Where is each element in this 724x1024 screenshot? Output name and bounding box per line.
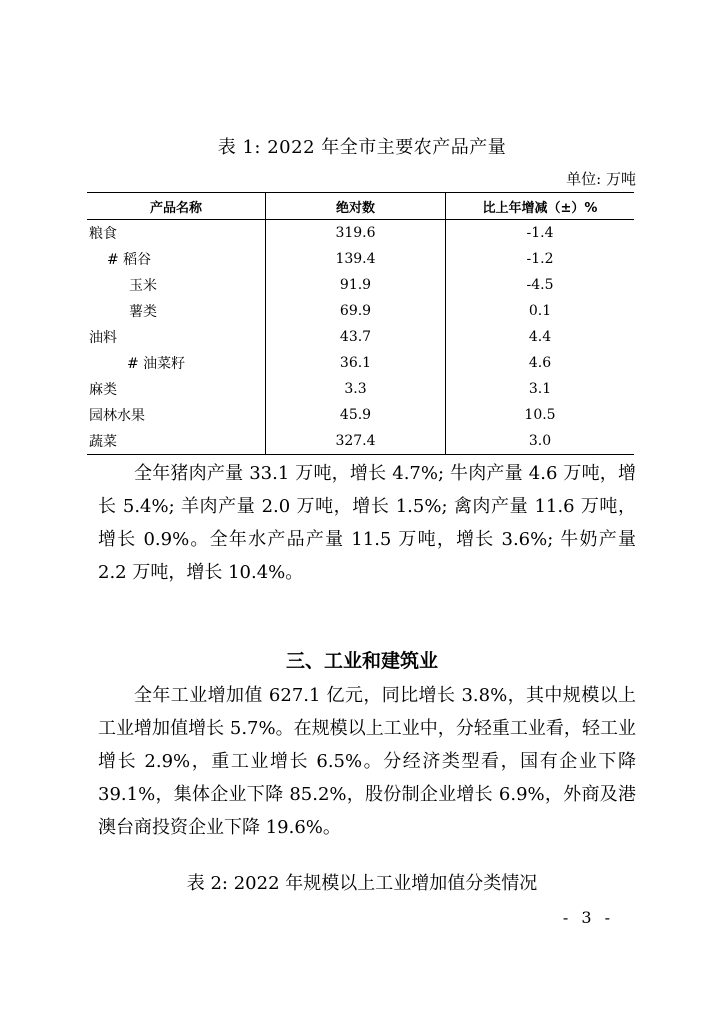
section-heading: 三、工业和建筑业 [285,650,438,672]
page-number: - 3 - [562,908,614,927]
table-row [87,272,634,298]
industry-paragraph: 全年工业增加值 627.1 亿元，同比增长 3.8%，其中规模以上工业增加值增长 5.7%。在规模以上工业中，分轻重工业看，轻工业增长 2.9%，重工业增长 6.5%。分经济类型看，国有企业下降 39.1%，集体企业下降 85.2%，股份制企业增长 6.9%，外商及港澳台商投资企业下降 19.6%。 [98,685,636,838]
row-change: 4.6 [528,355,552,371]
row-name: 蔬菜 [87,428,266,455]
row-name: 玉米 [129,278,157,294]
table-row [87,220,634,247]
row-change: 3.0 [446,428,635,455]
unit-label: 单位: 万吨 [566,170,636,188]
table-row [87,402,634,428]
table-row [87,376,634,402]
row-change: -1.4 [526,225,554,241]
header-change: 比上年增减（±）% [446,193,635,220]
row-name: # 稻谷 [107,252,152,268]
table-row [87,428,634,455]
row-change: 0.1 [528,303,552,319]
row-name: 油料 [89,330,117,346]
row-value: 43.7 [266,324,446,350]
agri-output-table [87,192,634,455]
table1-caption: 表 1: 2022 年全市主要农产品产量 [217,137,507,158]
row-change: 3.1 [528,381,552,397]
row-name: 麻类 [89,382,117,398]
table-header-row [87,193,634,220]
row-value: 139.4 [266,246,446,272]
row-name: 粮食 [89,226,117,242]
table-row [87,324,634,350]
row-value: 91.9 [266,272,446,298]
row-change: -1.2 [526,251,554,267]
row-value: 69.9 [266,298,446,324]
row-name: # 油菜籽 [127,356,186,372]
header-absolute: 绝对数 [266,193,446,220]
livestock-paragraph: 全年猪肉产量 33.1 万吨，增长 4.7%; 牛肉产量 4.6 万吨，增长 5.4%; 羊肉产量 2.0 万吨，增长 1.5%; 禽肉产量 11.6 万吨，增长 0.9%。全年水产品产量 11.5 万吨，增长 3.6%; 牛奶产量 2.2 万吨，增长 10.4%。 [98,463,636,583]
table-row [87,298,634,324]
table-row [87,350,634,376]
row-value: 327.4 [266,428,446,455]
row-change: 4.4 [528,329,552,345]
row-value: 36.1 [266,350,446,376]
table-row [87,246,634,272]
row-value: 3.3 [266,376,446,402]
header-product-name: 产品名称 [87,193,266,220]
row-name: 薯类 [129,304,157,320]
row-change: 10.5 [524,407,556,423]
table2-caption: 表 2: 2022 年规模以上工业增加值分类情况 [186,873,538,894]
row-value: 319.6 [266,220,446,247]
row-change: -4.5 [526,277,554,293]
row-value: 45.9 [266,402,446,428]
row-name: 园林水果 [89,408,145,424]
